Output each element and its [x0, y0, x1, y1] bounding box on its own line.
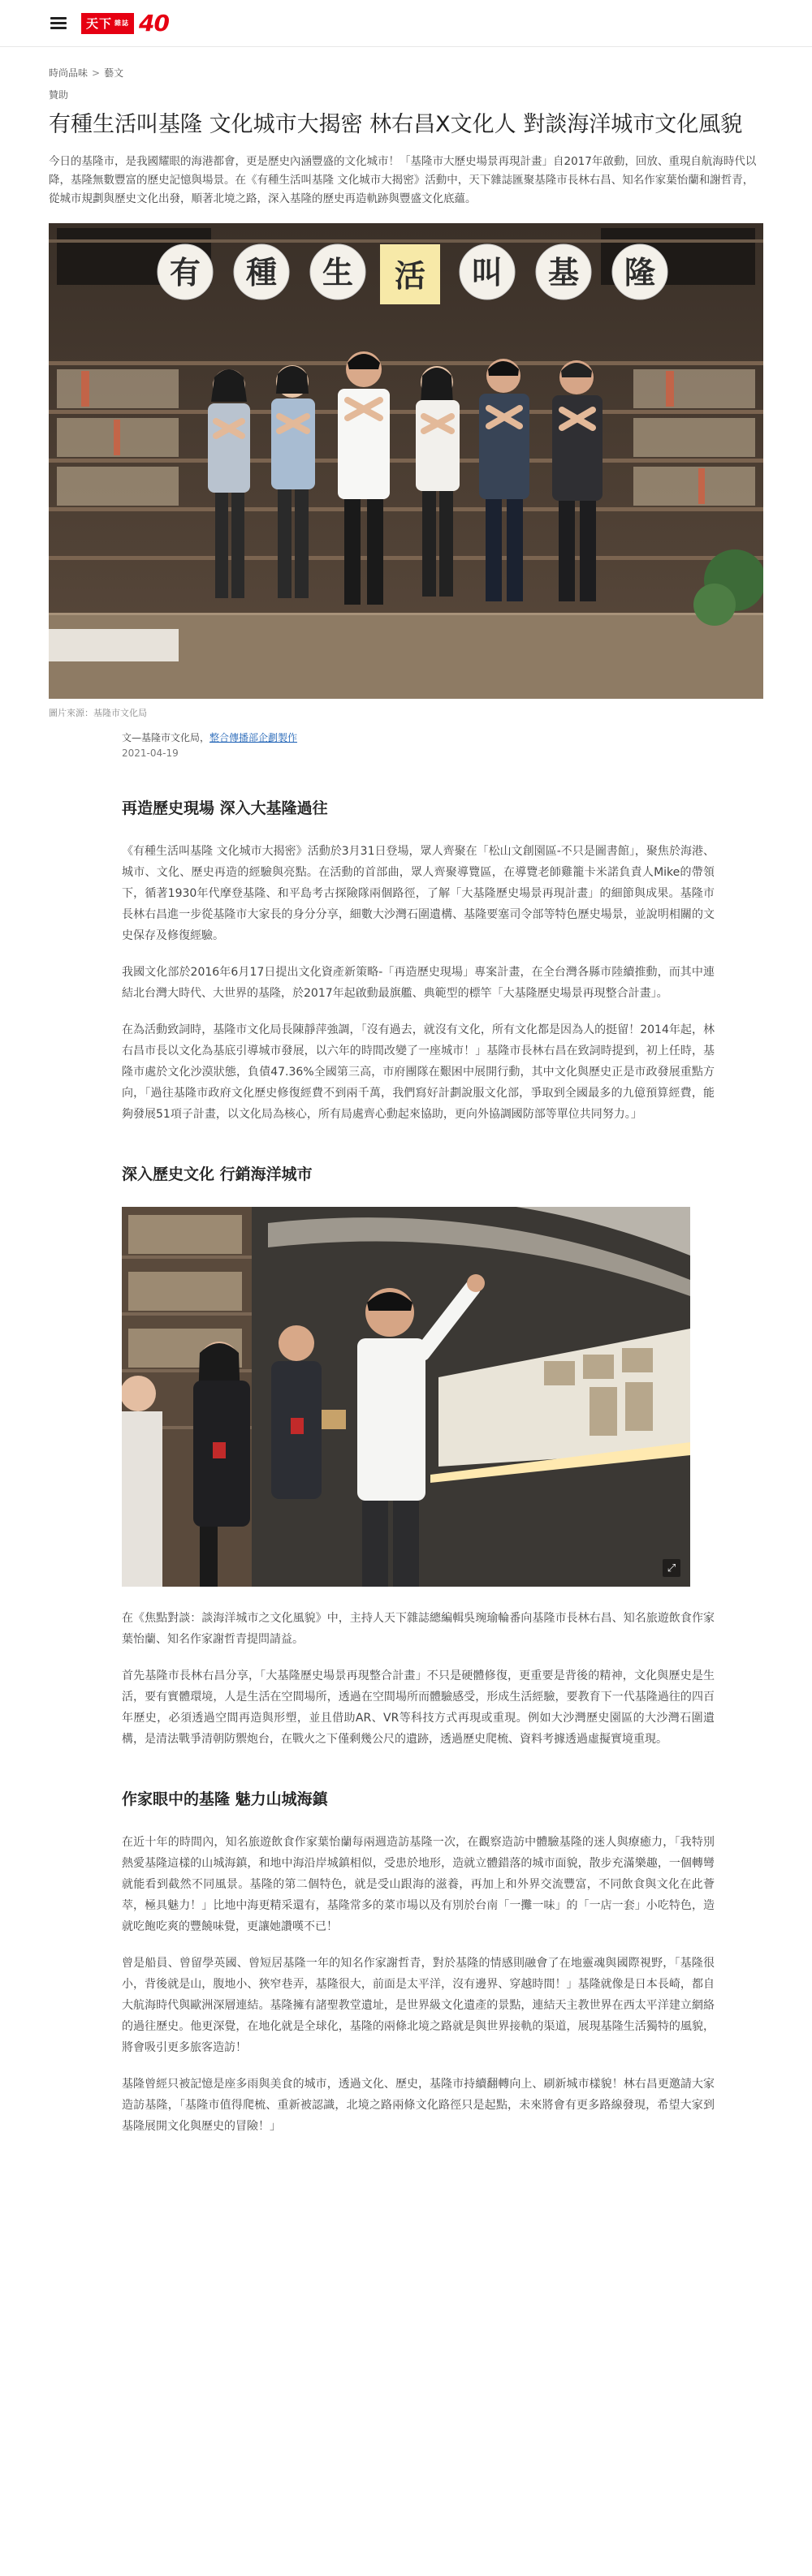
- logo-brand-sub: 雜誌: [114, 19, 130, 27]
- logo-anniversary: 40: [139, 10, 169, 37]
- article-container: [49, 66, 763, 2137]
- hero-sign-char: 生: [322, 255, 354, 291]
- breadcrumb-separator: >: [92, 67, 101, 79]
- author-prefix: 文—基隆市文化局，: [122, 732, 210, 743]
- section-heading: 再造歷史現場 深入大基隆過往: [122, 799, 328, 817]
- paragraph: 在為活動致詞時，基隆市文化局長陳靜萍強調，「沒有過去，就沒有文化，所有文化都是因為人的挺留！2014年起，林右昌市長以文化為基底引導城市發展，以六年的時間改變了一座城市！」基隆市長林右昌在致詞時提到，初上任時，基隆市處於文化沙漠狀態，負債47.36%全國第三高，市府團隊在艱困中展開行動，其中文化與歷史正是市政發展重點方向，「過往基隆市政府文化歷史修復經費不到兩千萬，我們寫好計劃說服文化部，爭取到全國最多的九億預算經費，能夠發展51項子計畫，以文化局為核心，所有局處齊心動起來協助，更向外協調國防部等單位共同努力。」: [122, 1023, 715, 1121]
- hero-sign-char: 種: [245, 255, 278, 291]
- section-heading: 作家眼中的基隆 魅力山城海鎮: [122, 1790, 328, 1808]
- hero-illustration: [49, 223, 763, 699]
- article-photo[interactable]: [122, 1207, 690, 1587]
- hero-sign-char: 基: [547, 255, 580, 291]
- expand-icon[interactable]: ⤢: [663, 1559, 680, 1577]
- site-logo[interactable]: [81, 10, 169, 37]
- paragraph: 基隆曾經只被記憶是座多雨與美食的城市，透過文化、歷史，基隆市持續翻轉向上、刷新城市樣貌！林右昌更邀請大家造訪基隆，「基隆市值得爬梳、重新被認識，北境之路兩條文化路徑只是起點，未來將會有更多路線發現，希望大家到基隆展開文化與歷史的冒險！」: [122, 2078, 715, 2133]
- menu-icon-bar: [50, 17, 67, 19]
- paragraph: 曾是船員、曾留學英國、曾短居基隆一年的知名作家謝哲青，對於基隆的情感則融會了在地靈魂與國際視野，「基隆很小，背後就是山，腹地小、狹窄巷弄，基隆很大，前面是太平洋，沒有邊界、穿越時間！」基隆就像是日本長崎，都自大航海時代與歐洲深層連結。基隆擁有諸聖教堂遺址，是世界級文化遺產的景點，連結天主教世界在西太平洋建立網絡的過往歷史。他更深覺，在地化就是全球化，基隆的兩條北境之路就是與世界接軌的渠道，展現基隆生活獨特的風貌，將會吸引更多旅客造訪！: [122, 1957, 715, 2054]
- article-author: [122, 730, 715, 744]
- logo-brand-box: [81, 13, 134, 34]
- paragraph: 在近十年的時間內，知名旅遊飲食作家葉怡蘭每兩週造訪基隆一次，在觀察造訪中體驗基隆的迷人與療癒力，「我特別熱愛基隆這樣的山城海鎮，和地中海沿岸城鎮相似，受患於地形，造就立體錯落的城市面貌，散步充滿樂趣，一個轉彎就能看到截然不同風景。基隆的第二個特色，就是受山跟海的滋養，再加上和外界交流豐富，不同飲食與文化在此薈萃，極具魅力！」比地中海更精采還有，基隆常多的菜市場以及有別於台南「一攤一味」的「一店一套」小吃特色，造就吃飽吃爽的豐饒味覺，更讓她讚嘆不已！: [122, 1836, 715, 1933]
- breadcrumb-link-lifestyle[interactable]: 時尚品味: [49, 67, 89, 79]
- article-title: 有種生活叫基隆 文化城市大揭密 林右昌X文化人 對談海洋城市文化風貌: [49, 112, 743, 137]
- hero-image[interactable]: [49, 223, 763, 699]
- article-lead: 今日的基隆市，是我國耀眼的海港都會，更是歷史內涵豐盛的文化城市！「基隆市大歷史場景再現計畫」自2017年啟動，回放、重現自航海時代以降，基隆無數豐富的歷史記憶與場景。在《有種生活叫基隆 文化城市大揭密》活動中，天下雜誌匯聚基隆市長林右昌、知名作家葉怡蘭和謝哲青，從城市規劃與歷史文化出發，順著北境之路，深入基隆的歷史再造軌跡與豐盛文化底蘊。: [49, 155, 757, 205]
- sponsored-label: 贊助: [49, 89, 69, 101]
- top-navbar: [0, 0, 812, 47]
- hero-sign-char: 叫: [471, 255, 503, 291]
- menu-icon-bar: [50, 27, 67, 29]
- paragraph: 首先基隆市長林右昌分享，「大基隆歷史場景再現整合計畫」不只是硬體修復，更重要是背後的精神，文化與歷史是生活，要有實體環境，人是生活在空間場所，透過在空間場所而體驗感受，形成生活經驗，要教育下一代基隆過往的四百年歷史，必須透過空間再造與形塑，並且借助AR、VR等科技方式再現或重現。例如大沙灣歷史園區的大沙灣石圍遺構，是清法戰爭清朝防禦炮台，在戰火之下僅剩幾公尺的遺跡，透過歷史爬梳、資料考據透過虛擬實境重現。: [122, 1669, 715, 1746]
- hero-sign-char: 隆: [624, 255, 656, 291]
- article-body: [122, 730, 715, 2137]
- breadcrumb: [49, 66, 763, 80]
- hero-sign-char: 活: [394, 258, 426, 294]
- article-photo-illustration: [122, 1207, 690, 1587]
- paragraph: 我國文化部於2016年6月17日提出文化資產新策略-「再造歷史現場」專案計畫，在全台灣各縣市陸續推動，而其中連結北台灣大時代、大世界的基隆，於2017年起啟動最旗艦、典範型的標竿「大基隆歷史場景再現整合計畫」。: [122, 966, 715, 1000]
- breadcrumb-link-arts[interactable]: 藝文: [104, 67, 124, 79]
- publish-date: 2021-04-19: [122, 747, 179, 759]
- menu-icon-bar: [50, 22, 67, 24]
- section-heading: 深入歷史文化 行銷海洋城市: [122, 1165, 313, 1183]
- hero-caption: 圖片來源：基隆市文化局: [49, 708, 147, 718]
- paragraph: 《有種生活叫基隆 文化城市大揭密》活動於3月31日登場，眾人齊聚在「松山文創園區-不只是圖書館」，聚焦於海港、城市、文化、歷史再造的經驗與亮點。在活動的首部曲，眾人齊聚導覽區，在導覽老師雞籠卡米諾負責人Mike的帶領下，循著1930年代摩登基隆、和平島考古探險隊兩個路徑，了解「大基隆歷史場景再現計畫」的細節與成果。基隆市長林右昌進一步從基隆市大家長的身分分享，細數大沙灣石圍遺構、基隆要塞司令部等特色歷史場景，並說明相關的文史保存及修復經驗。: [122, 845, 715, 942]
- paragraph: 在《焦點對談：談海洋城市之文化風貌》中，主持人天下雜誌總編輯吳琬瑜輪番向基隆市長林右昌、知名旅遊飲食作家葉怡蘭、知名作家謝哲青提問請益。: [122, 1612, 715, 1646]
- author-link[interactable]: 整合傳播部企劃製作: [209, 732, 298, 743]
- hero-sign-char: 有: [169, 255, 201, 291]
- logo-brand-text: 天下: [86, 16, 113, 31]
- menu-icon[interactable]: [50, 17, 67, 29]
